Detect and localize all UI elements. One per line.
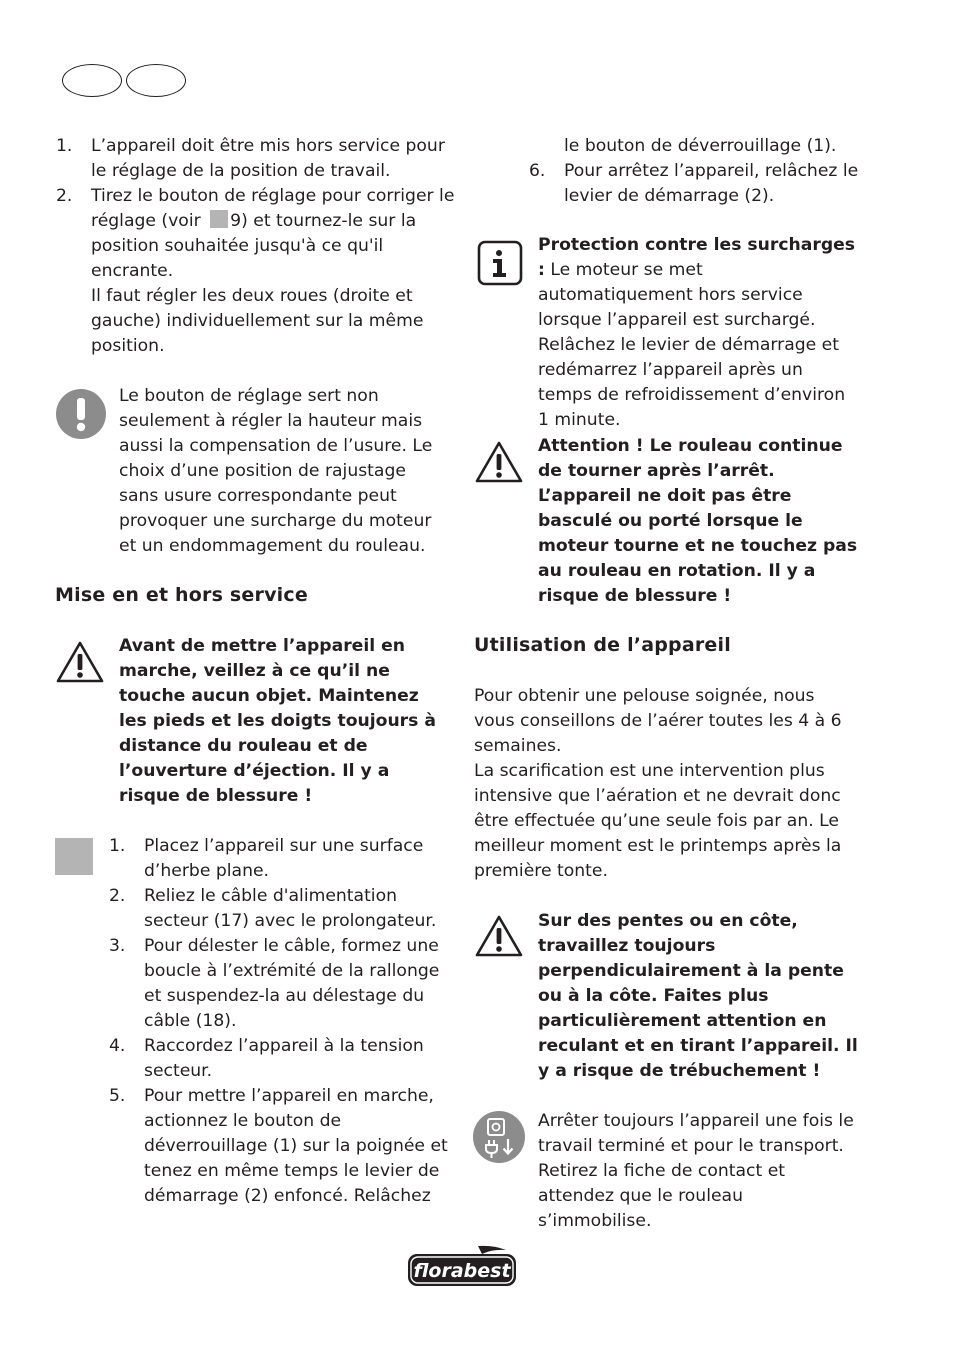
step-number: 4. — [109, 1036, 126, 1056]
logo-text: florabest — [413, 1260, 511, 1282]
figure-marker-square — [55, 838, 93, 875]
list-item — [109, 1084, 451, 1209]
step-extra-text: Il faut régler les deux roues (droite et gauche) individuellement sur la même position. — [91, 286, 424, 356]
step-number: 1. — [56, 136, 73, 156]
step-text: Reliez le câble d'alimentation secteur (17) avec le prolongateur. — [144, 886, 437, 931]
warning-text: Avant de mettre l’appareil en marche, veillez à ce qu’il ne touche aucun objet. Maintenez les pieds et les doigts toujours à distance du rouleau et de l’ouverture d’éjection. Il y a risque de blessure ! — [119, 636, 436, 806]
warning-icon — [474, 914, 524, 958]
body-paragraph: Pour obtenir une pelouse soignée, nous vous conseillons de l’aérer toutes les 4 à 6 semaines. — [474, 686, 842, 756]
step-number: 2. — [56, 186, 73, 206]
list-item — [109, 934, 451, 1034]
info-body: Le moteur se met automatiquement hors service lorsque l’appareil est surchargé. Relâchez le levier de démarrage et redémarrez l’appareil après un temps de refroidissement d’environ 1 minute. — [538, 260, 846, 430]
step-number: 6. — [529, 161, 546, 181]
list-item — [56, 184, 456, 359]
step-text: Pour arrêtez l’appareil, relâchez le levier de démarrage (2). — [564, 161, 859, 206]
florabest-logo — [406, 1244, 518, 1288]
left-steps-b — [109, 834, 451, 1209]
step-number: 2. — [109, 886, 126, 906]
info-icon — [477, 240, 523, 286]
step-text: Placez l’appareil sur une surface d’herbe plane. — [144, 836, 424, 881]
exclamation-icon — [55, 388, 107, 440]
body-paragraph: La scarification est une intervention plus intensive que l’aération et ne devrait donc être effectuée qu’une seule fois par an. Le meilleur moment est le printemps après la première tonte. — [474, 761, 842, 881]
section-heading: Mise en et hors service — [55, 584, 308, 606]
step-text: Raccordez l’appareil à la tension secteur. — [144, 1036, 424, 1081]
step-number: 5. — [109, 1086, 126, 1106]
warning-text: Attention ! Le rouleau continue de tourner après l’arrêt. L’appareil ne doit pas être basculé ou porté lorsque le moteur tourne et ne touchez pas au rouleau en rotation. Il y a risque de blessure ! — [538, 436, 858, 606]
warning-text: Sur des pentes ou en côte, travaillez toujours perpendiculairement à la pente ou à la côte. Faites plus particulièrement attention en reculant et en tirant l’appareil. Il y a risque de trébuchement ! — [538, 911, 858, 1081]
step-number: 3. — [109, 936, 126, 956]
continuation-text: le bouton de déverrouillage (1). — [564, 136, 837, 156]
unplug-note-text: Arrêter toujours l’appareil une fois le travail terminé et pour le transport. Retirez la fiche de contact et attendez que le rouleau s’immobilise. — [538, 1111, 854, 1231]
list-item — [109, 1034, 451, 1084]
unplug-icon — [472, 1110, 526, 1164]
figure-reference: 9 — [230, 211, 242, 231]
right-steps — [529, 159, 859, 209]
language-indicator — [62, 64, 190, 100]
warning-icon — [474, 440, 524, 484]
info-text — [538, 233, 858, 433]
list-item — [109, 834, 451, 884]
info-title: Protection contre les surcharges : — [538, 235, 856, 280]
step-number: 1. — [109, 836, 126, 856]
step-text: Pour délester le câble, formez une boucle à l’extrémité de la rallonge et suspendez-la au délestage du câble (18). — [144, 936, 440, 1031]
warning-icon — [55, 640, 105, 684]
left-steps-a — [56, 134, 456, 359]
list-item — [109, 884, 451, 934]
step-text: Tirez le bouton de réglage pour corriger le réglage (voir — [91, 186, 455, 231]
list-item — [529, 159, 859, 209]
figure-marker — [210, 210, 228, 228]
language-oval-left — [62, 64, 122, 97]
step-text: ) et tournez-le sur la position souhaitée jusqu'à ce qu'il encrante. — [91, 211, 417, 281]
language-oval-right — [126, 64, 186, 97]
list-item — [56, 134, 456, 184]
step-text: Pour mettre l’appareil en marche, actionnez le bouton de déverrouillage (1) sur la poignée et tenez en même temps le levier de démarrage (2) enfoncé. Relâchez — [144, 1086, 448, 1206]
step-text: L’appareil doit être mis hors service pour le réglage de la position de travail. — [91, 136, 445, 181]
note-text: Le bouton de réglage sert non seulement à régler la hauteur mais aussi la compensation de l’usure. Le choix d’une position de rajustage sans usure correspondante peut provoquer une surcharge du moteur et un endommagement du rouleau. — [119, 386, 433, 556]
section-heading: Utilisation de l’appareil — [474, 634, 731, 656]
